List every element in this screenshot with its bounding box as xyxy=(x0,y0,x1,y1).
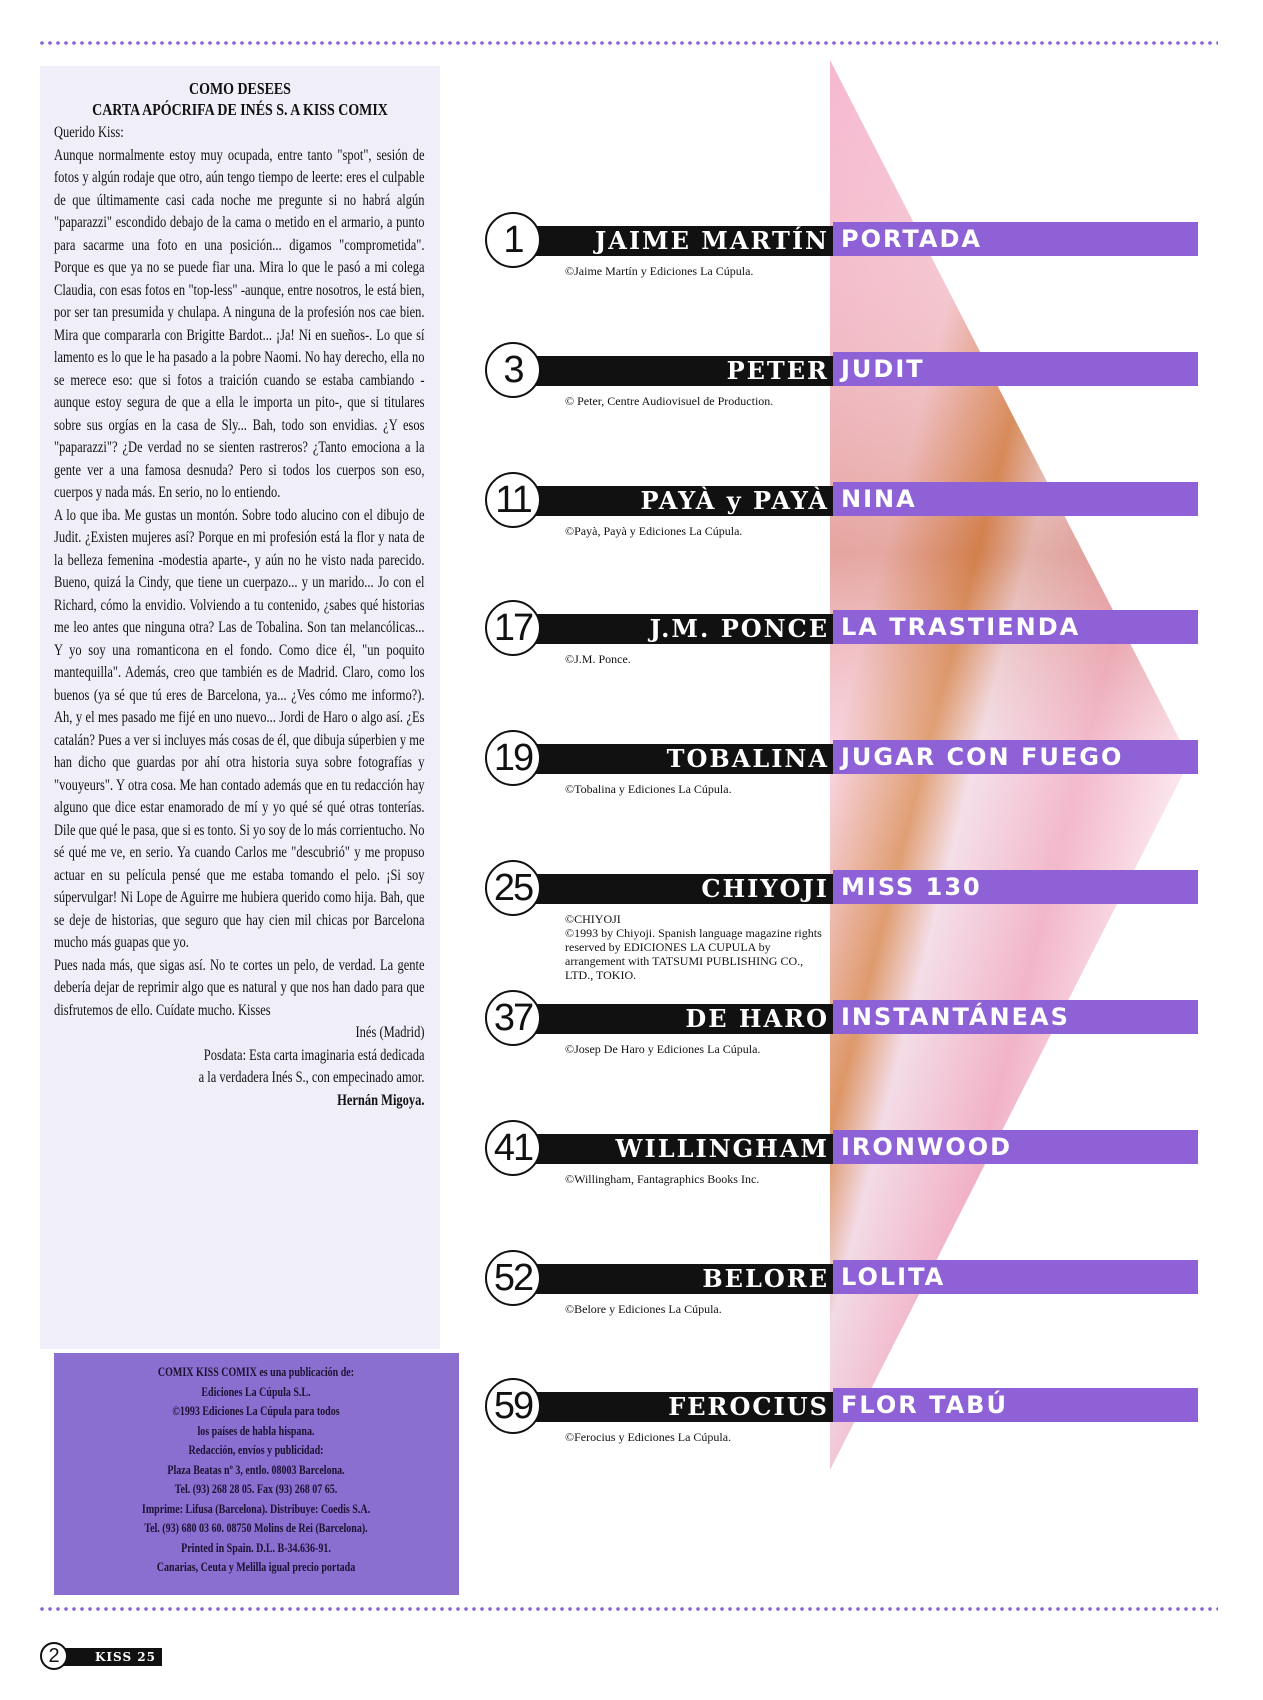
copyright-line: ©CHIYOJI xyxy=(565,912,621,926)
copyright-note xyxy=(565,1430,731,1444)
letter-paragraph: Aunque normalmente estoy muy ocupada, entre tanto "spot", sesión de fotos y algún rodaje que otro, aún tengo tiempo de leerte: eres el culpable de que últimamente casi cada noche me pregunte si no habrá algún "paparazzi" escondido debajo de la cama o metido en el armario, a punto para sacarme una foto en una posición... digamos "comprometida". Porque es que ya no se puede fiar una. Mira lo que le pasó a mi colega Claudia, con esas fotos en "top-less" -aunque, entre nosotros, le está bien, por ser tan presumida y chulapa. A ninguna de la profesión nos cae bien. Mira que compararla con Brigitte Bardot... ¡Ja! Ni en sueños-. Lo que sí lamento es lo que le ha pasado a la pobre Naomi. No hay derecho, ella no se merece eso: que si fotos a traición cuando se estaba cambiando -aunque estoy segura de que a ella le importa un pito-, que si titulares sobre sus orgías en la casa de Sly... Bah, todo son envidias. ¿Y esos "paparazzi"? ¿De verdad no se sienten rastreros? ¿Tanto emociona a la gente ver a una famosa desnuda? Pero si todos los cuerpos son eso, cuerpos y nada más. En serio, no lo entiendo. xyxy=(54,146,425,501)
copyright-note xyxy=(565,264,753,278)
credits-line: COMIX KISS COMIX es una publicación de: xyxy=(157,1365,355,1379)
story-title-bar: LOLITA xyxy=(833,1260,1198,1294)
story-title-bar: MISS 130 xyxy=(833,870,1198,904)
copyright-note xyxy=(565,394,773,408)
author-bar: WILLINGHAM xyxy=(525,1134,833,1164)
copyright-note xyxy=(565,782,732,796)
toc-entry[interactable] xyxy=(485,1120,1215,1200)
author-bar: PETER xyxy=(525,356,833,386)
letter-signature: Inés (Madrid) xyxy=(355,1024,425,1041)
letter-body xyxy=(54,122,425,1112)
author-bar: BELORE xyxy=(525,1264,833,1294)
author-bar: FEROCIUS xyxy=(525,1392,833,1422)
story-title-bar: INSTANTÁNEAS xyxy=(833,1000,1198,1034)
copyright-note xyxy=(565,1172,759,1186)
letter-greeting: Querido Kiss: xyxy=(54,124,124,141)
top-dotted-rule xyxy=(38,40,1218,46)
letter-paragraph: A lo que iba. Me gustas un montón. Sobre todo alucino con el dibujo de Judit. ¿Existen mujeres así? Porque en mi profesión está la flor y nata de la belleza femenina -modestia aparte-, y aún no he visto nada parecido. Bueno, quizá la Cindy, que tiene un cuerpazo... y un marido... Jo con el Richard, cómo la envidio. Volviendo a tu contenido, ¿sabes qué historias me leo antes que ninguna otra? Las de Tobalina. Son tan melancólicas... Y yo soy una romanticona en el fondo. Como dice él, "un poquito mantequilla". Además, creo que también es de Madrid. Claro, como los buenos (ya sé que tú eres de Barcelona, ya... ¿Ves cómo me informo?). Ah, y el mes pasado me fijé en uno nuevo... Jordi de Haro o algo así. ¿Es catalán? Pues a ver si incluyes más cosas de él, que dibuja súperbien y me han dicho que guardas por ahí otra historia suya sobre fotografías y "vouyeurs". Y otra cosa. Me han contado además que en tu redacción hay alguno que dice estar enamorado de mí y yo qué sé qué otras tonterías. Dile que qué le pasa, que si es tonto. Si yo soy de lo más corrientucho. No sé qué me ve, en serio. Ya cuando Carlos me "descubrió" y me propuso actuar en su película pensé que me estaba tomando el pelo. ¡Si soy súpervulgar! Ni Lope de Aguirre me hubiera querido como hija. Bah, que se deje de historias, que seguro que hay cien mil chicas por Barcelona mucho más guapas que yo. xyxy=(54,506,425,951)
credits-line: Tel. (93) 268 28 05. Fax (93) 268 07 65. xyxy=(174,1482,338,1496)
author-bar: J.M. PONCE xyxy=(525,614,833,644)
copyright-line: reserved by EDICIONES LA CUPULA by xyxy=(565,940,771,954)
story-title-bar: IRONWOOD xyxy=(833,1130,1198,1164)
credits-line: Ediciones La Cúpula S.L. xyxy=(201,1384,311,1399)
copyright-line: LTD., TOKIO. xyxy=(565,968,637,982)
letter-postscript: a la verdadera Inés S., con empecinado amor. xyxy=(198,1069,425,1086)
folio-issue-label: KISS 25 xyxy=(60,1648,162,1666)
author-bar: DE HARO xyxy=(525,1004,833,1034)
author-bar: TOBALINA xyxy=(525,744,833,774)
credits-line: Tel. (93) 680 03 60. 08750 Molins de Rei (Barcelona). xyxy=(144,1521,368,1535)
copyright-line: ©Willingham, Fantagraphics Books Inc. xyxy=(565,1172,760,1186)
copyright-line: arrangement with TATSUMI PUBLISHING CO., xyxy=(565,954,804,968)
story-title-bar: PORTADA xyxy=(833,222,1198,256)
story-title-bar: JUDIT xyxy=(833,352,1198,386)
letter-author: Hernán Migoya. xyxy=(337,1091,425,1109)
copyright-line: ©Josep De Haro y Ediciones La Cúpula. xyxy=(565,1042,761,1056)
credits-line: Canarias, Ceuta y Melilla igual precio portada xyxy=(156,1560,356,1574)
copyright-note xyxy=(565,1042,760,1056)
credits-line: Printed in Spain. D.L. B-34.636-91. xyxy=(181,1540,331,1555)
page-number-badge: 52 xyxy=(485,1250,541,1306)
page-number-badge: 11 xyxy=(485,472,541,528)
copyright-line: ©Tobalina y Ediciones La Cúpula. xyxy=(565,782,732,796)
story-title-bar: JUGAR CON FUEGO xyxy=(833,740,1198,774)
toc-entry[interactable] xyxy=(485,1378,1215,1458)
story-title-bar: FLOR TABÚ xyxy=(833,1388,1198,1422)
copyright-line: ©Ferocius y Ediciones La Cúpula. xyxy=(565,1430,732,1444)
credits-box xyxy=(54,1353,459,1595)
letter-subtitle: CARTA APÓCRIFA DE INÉS S. A KISS COMIX xyxy=(92,100,388,119)
author-bar: CHIYOJI xyxy=(525,874,833,904)
page-number-badge: 41 xyxy=(485,1120,541,1176)
bottom-dotted-rule xyxy=(38,1606,1218,1612)
toc-entry[interactable] xyxy=(485,1250,1215,1330)
copyright-line: © Peter, Centre Audiovisuel de Production. xyxy=(565,394,774,408)
page-number-badge: 17 xyxy=(485,600,541,656)
copyright-note xyxy=(565,524,742,538)
page-number-badge: 37 xyxy=(485,990,541,1046)
page-number-badge: 3 xyxy=(485,342,541,398)
toc-entry[interactable] xyxy=(485,990,1215,1070)
credits-text xyxy=(56,1353,456,1578)
letter-title: COMO DESEES xyxy=(189,79,291,98)
copyright-note xyxy=(565,912,822,982)
copyright-note xyxy=(565,1302,722,1316)
copyright-line: ©1993 by Chiyoji. Spanish language magazine rights xyxy=(565,926,822,940)
credits-line: los países de habla hispana. xyxy=(197,1423,315,1438)
page-number-badge: 59 xyxy=(485,1378,541,1434)
toc-entry[interactable] xyxy=(485,730,1215,810)
letter-paragraph: Pues nada más, que sigas así. No te cortes un pelo, de verdad. La gente debería dejar de reprimir algo que es natural y que nos han dado para que disfrutemos de ello. Cuídate mucho. Kisses xyxy=(54,956,425,1019)
copyright-line: ©J.M. Ponce. xyxy=(565,652,631,666)
toc-entry[interactable] xyxy=(485,860,1215,982)
copyright-line: ©Payà, Payà y Ediciones La Cúpula. xyxy=(565,524,743,538)
copyright-line: ©Belore y Ediciones La Cúpula. xyxy=(565,1302,722,1316)
page-number-badge: 25 xyxy=(485,860,541,916)
story-title-bar: NINA xyxy=(833,482,1198,516)
author-bar: PAYÀ y PAYÀ xyxy=(525,486,833,516)
copyright-line: ©Jaime Martín y Ediciones La Cúpula. xyxy=(565,264,754,278)
letter-panel xyxy=(40,66,440,1349)
folio-page-number: 2 xyxy=(40,1642,68,1670)
story-title-bar: LA TRASTIENDA xyxy=(833,610,1198,644)
author-bar: JAIME MARTÍN xyxy=(525,226,833,256)
credits-line: Redacción, envíos y publicidad: xyxy=(188,1443,324,1457)
page-number-badge: 19 xyxy=(485,730,541,786)
credits-line: Plaza Beatas nº 3, entlo. 08003 Barcelona. xyxy=(167,1462,345,1477)
copyright-note xyxy=(565,652,631,666)
credits-line: Imprime: Lifusa (Barcelona). Distribuye: Coedis S.A. xyxy=(141,1501,371,1516)
toc-entry[interactable] xyxy=(485,342,1215,422)
toc-entry[interactable] xyxy=(485,472,1215,552)
toc-entry[interactable] xyxy=(485,600,1215,680)
page-number-badge: 1 xyxy=(485,212,541,268)
letter-postscript: Posdata: Esta carta imaginaria está dedicada xyxy=(203,1046,425,1064)
credits-line: ©1993 Ediciones La Cúpula para todos xyxy=(172,1404,340,1418)
toc-entry[interactable] xyxy=(485,212,1215,292)
